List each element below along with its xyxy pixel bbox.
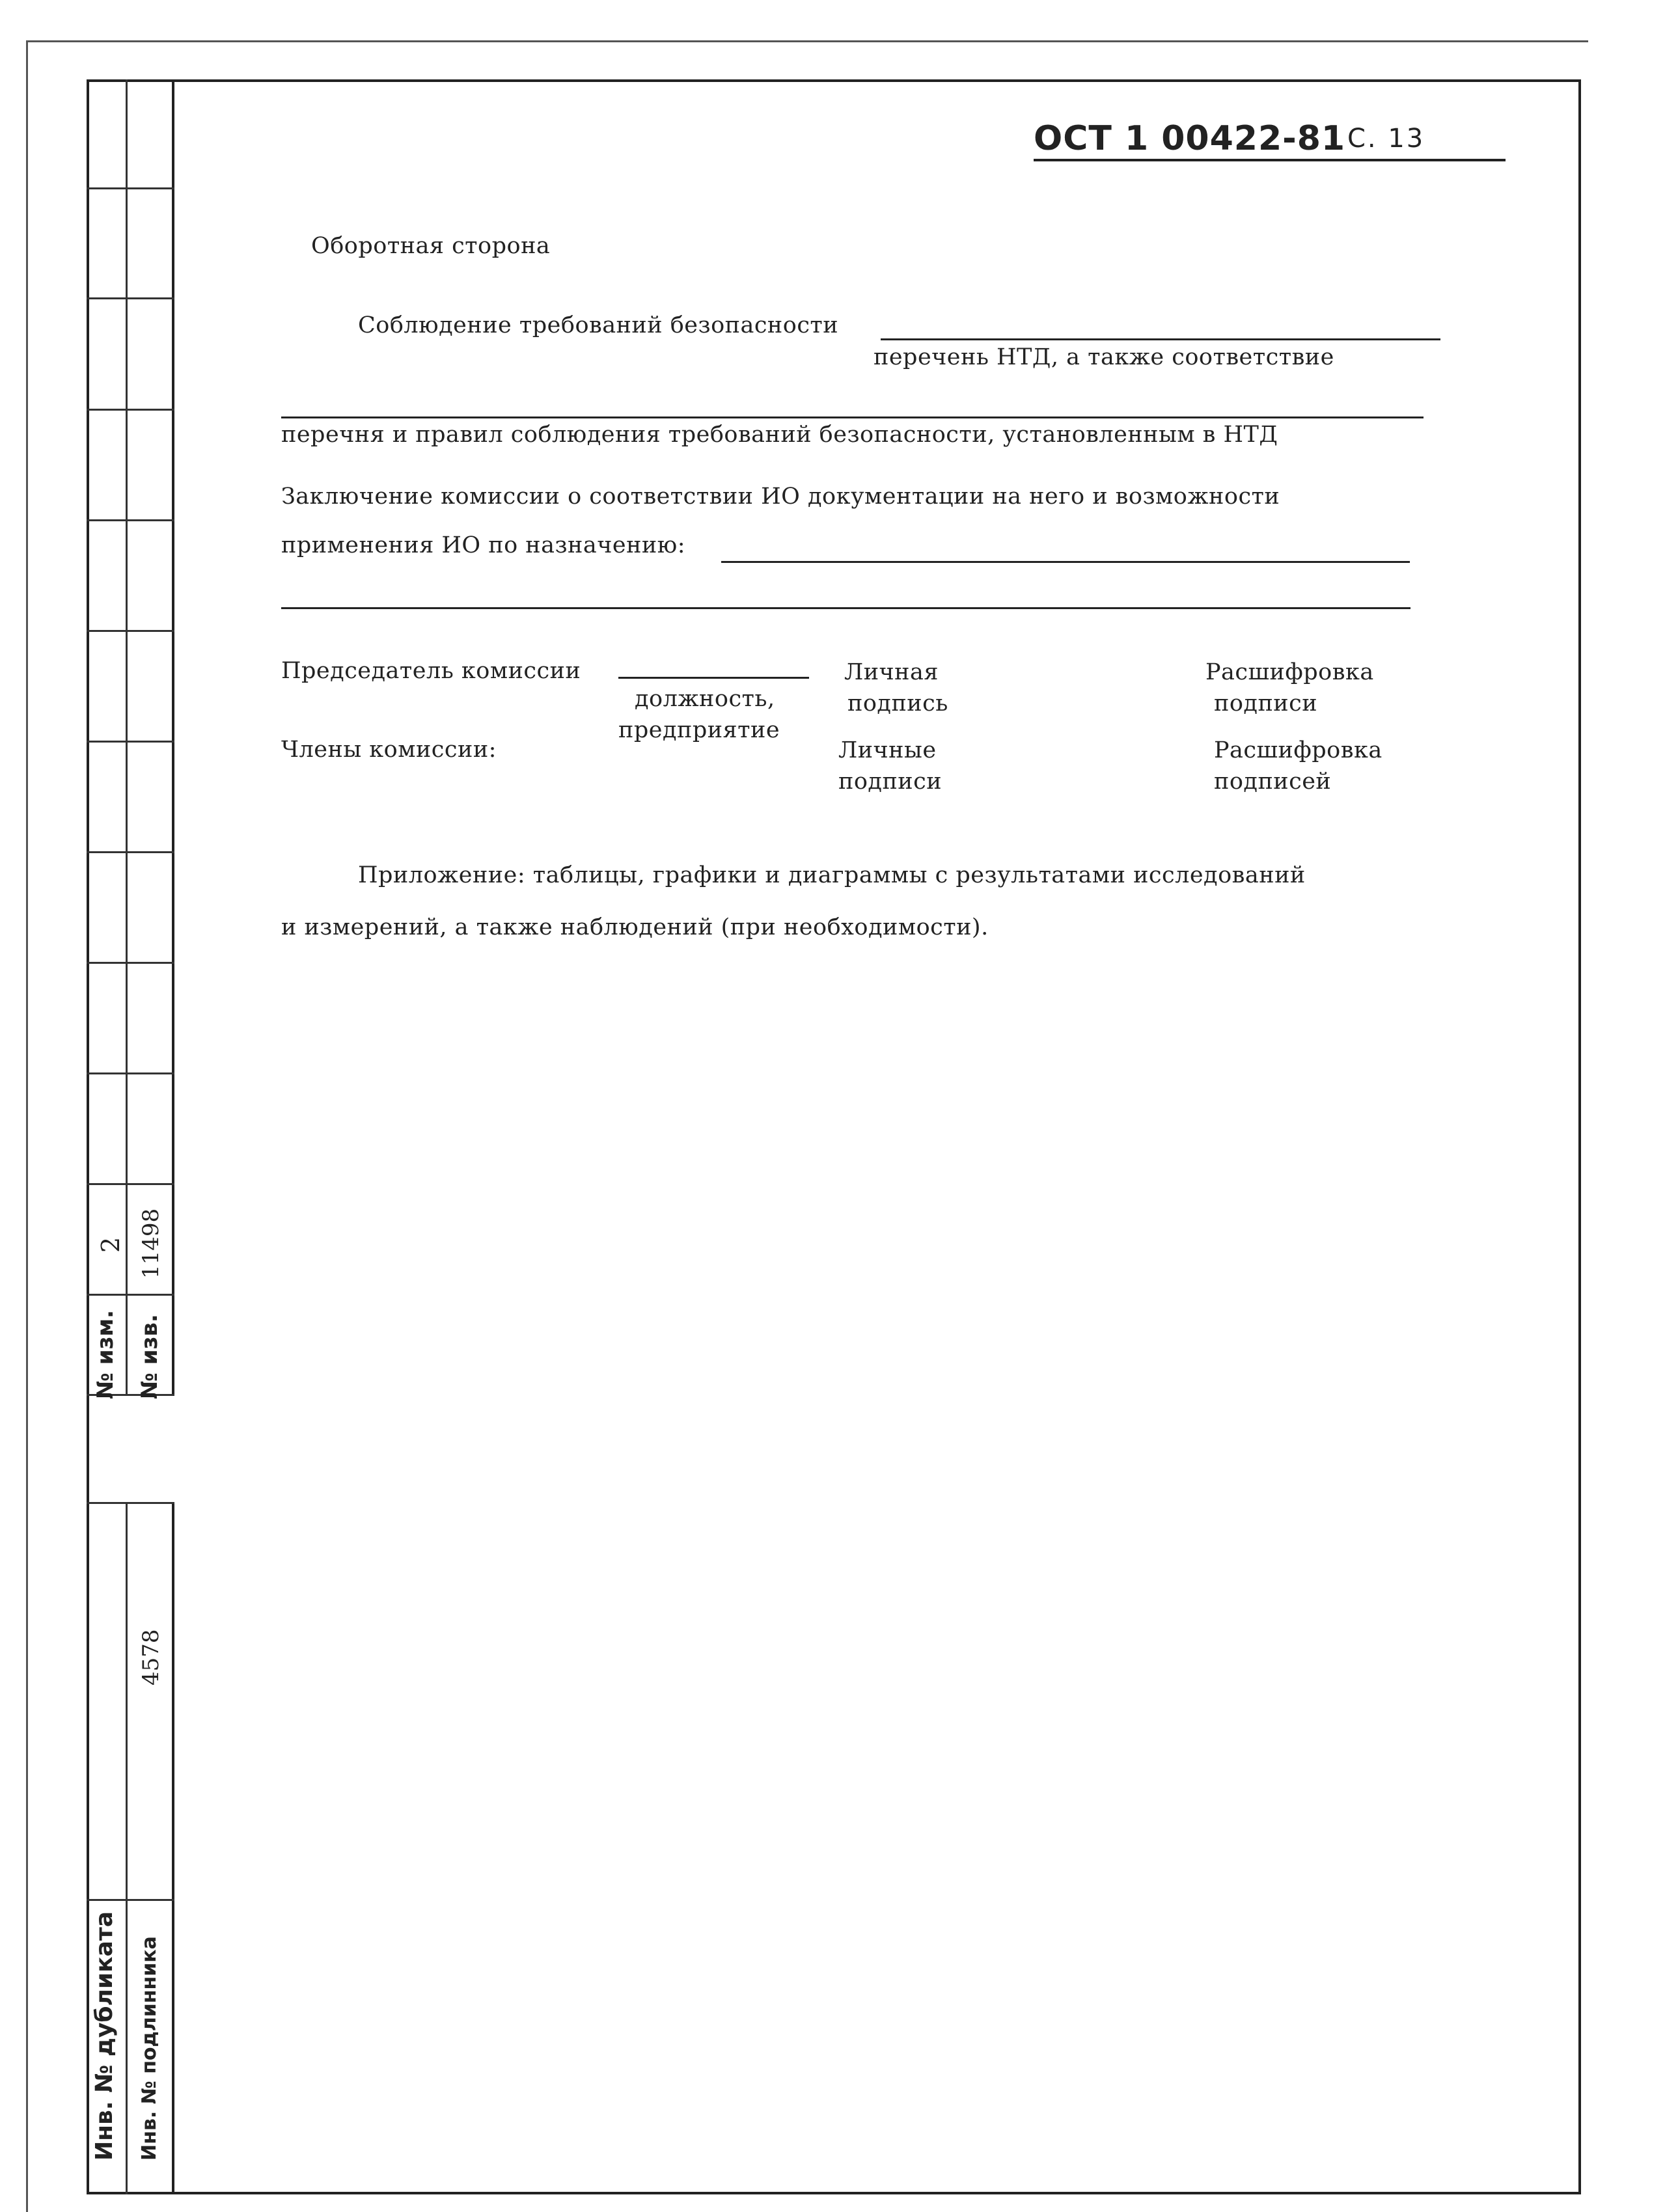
chairman-label: Председатель комиссии <box>281 658 581 684</box>
change-number-value: 2 <box>96 1236 125 1253</box>
strip-divider <box>87 297 174 299</box>
personal-signatures-label-1: Личные <box>838 737 937 763</box>
strip-divider <box>87 519 174 521</box>
personal-signatures-label-2: подписи <box>838 769 943 795</box>
strip-divider <box>87 1294 174 1296</box>
safety-hint-2: перечня и правил соблюдения требований безопасности, установленным в НТД <box>281 422 1278 448</box>
duplicate-inventory-label: Инв. № дубликата <box>91 1911 118 2161</box>
safety-requirements-label: Соблюдение требований безопасности <box>358 312 839 338</box>
appendix-line-2: и измерений, а также наблюдений (при необходимости). <box>281 914 989 940</box>
safety-fill-line <box>881 338 1440 340</box>
strip-divider <box>87 187 174 189</box>
conclusion-line-2: применения ИО по назначению: <box>281 532 686 558</box>
strip-divider <box>87 1502 174 1504</box>
notice-number-value: 11498 <box>138 1208 164 1279</box>
signature-decoding-label-1: Расшифровка <box>1205 659 1374 685</box>
strip-col-upper-2 <box>128 79 174 1394</box>
change-number-label: № изм. <box>92 1309 118 1399</box>
strip-divider <box>87 630 174 632</box>
original-inventory-label: Инв. № подлинника <box>138 1936 161 2161</box>
strip-divider <box>87 851 174 853</box>
header-underline <box>1034 159 1506 161</box>
strip-divider <box>87 962 174 964</box>
chairman-position-line <box>618 677 809 679</box>
signature-decoding-label-2: подписи <box>1214 690 1318 717</box>
safety-fill-line-2 <box>281 416 1424 418</box>
appendix-line-1: Приложение: таблицы, графики и диаграммы с результатами исследований <box>358 862 1306 888</box>
safety-hint-1: перечень НТД, а также соответствие <box>874 344 1334 370</box>
strip-divider <box>87 1072 174 1074</box>
conclusion-line-1: Заключение комиссии о соответствии ИО документации на него и возможности <box>281 484 1280 510</box>
position-hint-1: должность, <box>635 686 775 712</box>
strip-divider <box>87 741 174 743</box>
strip-divider <box>87 1899 174 1901</box>
signatures-decoding-label-1: Расшифровка <box>1214 737 1383 763</box>
strip-divider <box>87 1183 174 1185</box>
personal-signature-label-1: Личная <box>844 659 939 685</box>
conclusion-fill-line <box>721 561 1410 563</box>
section-title: Оборотная сторона <box>311 233 551 259</box>
page-number: С. 13 <box>1347 124 1425 154</box>
strip-divider <box>87 409 174 411</box>
conclusion-fill-line-2 <box>281 607 1410 609</box>
original-inventory-value: 4578 <box>138 1629 164 1686</box>
notice-number-label: № изв. <box>137 1314 163 1399</box>
position-hint-2: предприятие <box>618 717 780 743</box>
document-code: ОСТ 1 00422-81 <box>1034 119 1346 158</box>
strip-col-upper-1 <box>87 79 128 1394</box>
personal-signature-label-2: подпись <box>847 690 948 717</box>
signatures-decoding-label-2: подписей <box>1214 769 1332 795</box>
inner-frame <box>87 79 1581 2194</box>
members-label: Члены комиссии: <box>281 737 497 763</box>
